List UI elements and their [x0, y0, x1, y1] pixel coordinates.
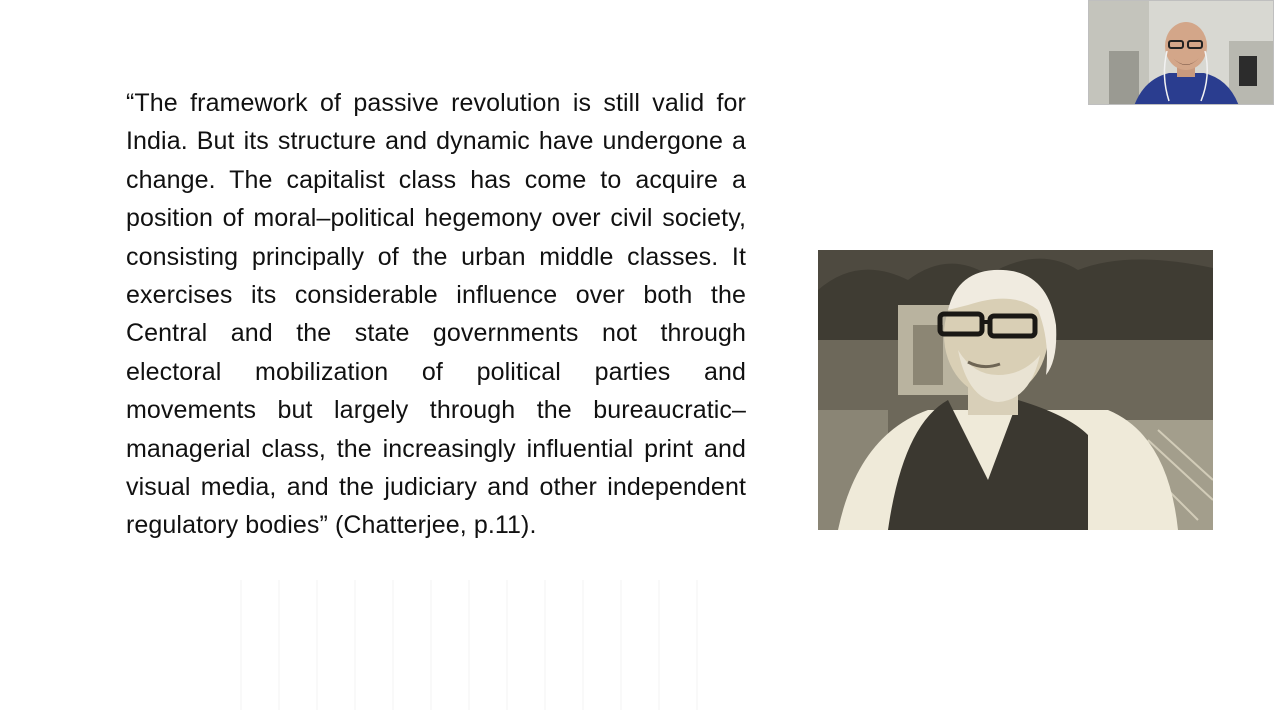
- background-texture: [240, 580, 710, 710]
- webcam-thumbnail[interactable]: [1088, 0, 1274, 105]
- quote-text: “The framework of passive revolution is still valid for India. But its structure and dynamic have undergone a change. The capitalist class has come to acquire a position of moral–political hegemony over civil society, consisting principally of the urban middle classes. It exercises its considerable influence over both the Central and the state governments not through electoral mobilization of political parties and movements but largely through the bureaucratic–managerial class, the increasingly influential print and visual media, and the judiciary and other independent regulatory bodies” (Chatterjee, p.11).: [126, 89, 746, 540]
- webcam-person-icon: [1089, 1, 1274, 105]
- portrait-photo: [818, 250, 1213, 530]
- portrait-photo-icon: [818, 250, 1213, 530]
